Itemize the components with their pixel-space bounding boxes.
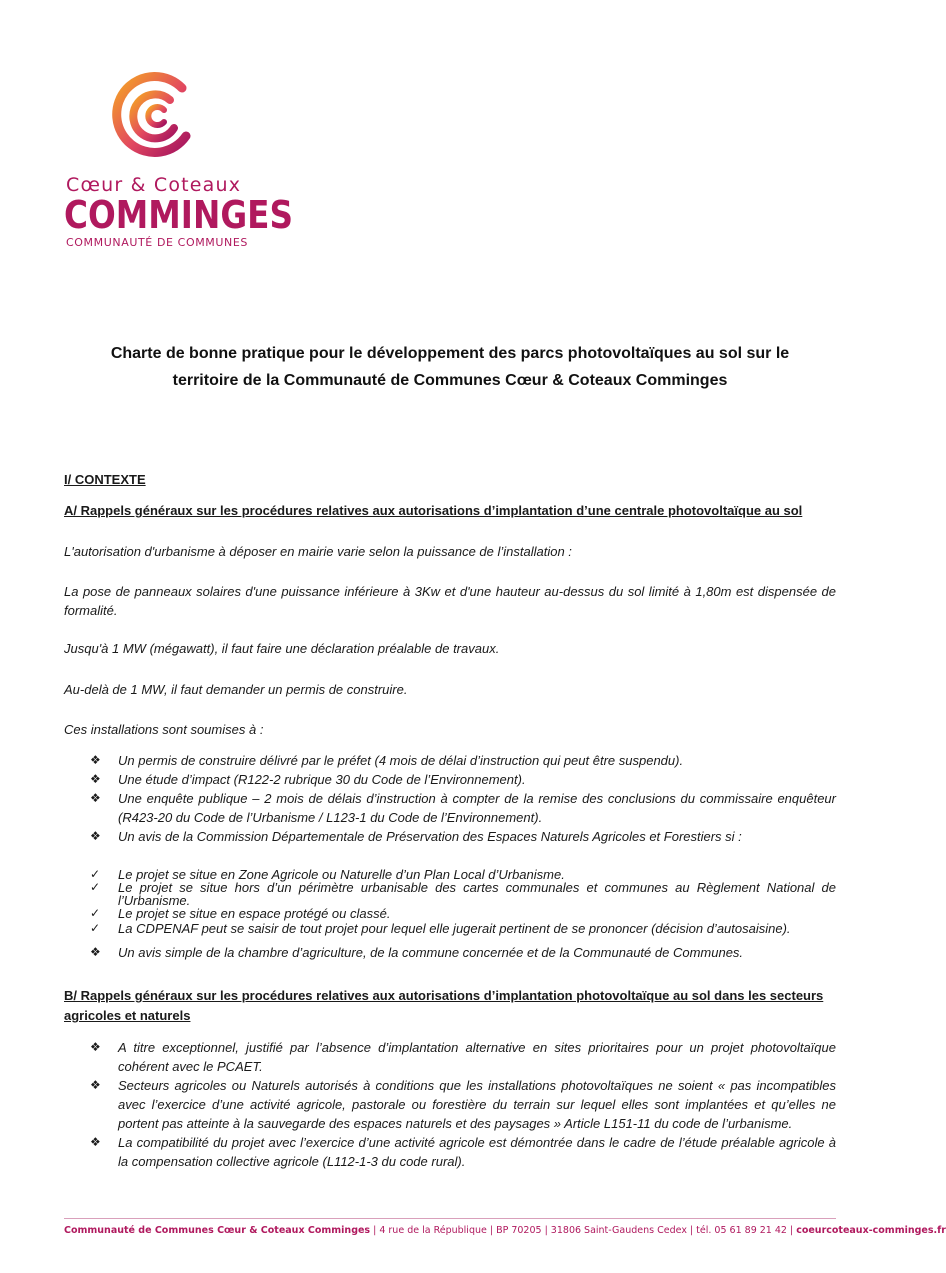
- diamond-bullet-icon: ❖: [90, 945, 101, 959]
- requirements-list: [90, 751, 836, 846]
- paragraph-5: Ces installations sont soumises à :: [64, 722, 264, 737]
- list-item: ❖ Un permis de construire délivré par le préfet (4 mois de délai d’instruction qui peut être suspendu).: [90, 753, 684, 768]
- paragraph-3: Jusqu'à 1 MW (mégawatt), il faut faire une déclaration préalable de travaux.: [64, 641, 500, 656]
- diamond-bullet-icon: ❖: [90, 753, 101, 767]
- document-title-line1: Charte de bonne pratique pour le développement des parcs photovoltaïques au sol sur le: [110, 345, 790, 362]
- logo-text-line1: Cœur & Coteaux: [66, 174, 242, 196]
- logo-text-line3: COMMUNAUTÉ DE COMMUNES: [66, 236, 248, 249]
- footer-organization: Communauté de Communes Cœur & Coteaux Comminges: [64, 1225, 371, 1236]
- list-item: ❖ Un avis simple de la chambre d’agriculture, de la commune concernée et de la Communauté de Communes.: [90, 945, 744, 960]
- checkmark-bullet-icon: ✓: [90, 921, 101, 935]
- checkmark-bullet-icon: ✓: [90, 867, 101, 881]
- list-item: ✓ La CDPENAF peut se saisir de tout projet pour lequel elle jugerait pertinent de se prononcer (décision d’autosaisine).: [90, 921, 791, 936]
- footer-website-link[interactable]: coeurcoteaux-comminges.fr: [796, 1225, 946, 1236]
- paragraph-4: Au-delà de 1 MW, il faut demander un permis de construire.: [64, 682, 408, 697]
- paragraph-1: L'autorisation d'urbanisme à déposer en mairie varie selon la puissance de l’installation :: [64, 544, 572, 559]
- list-item: ✓ Le projet se situe hors d’un périmètre urbanisable des cartes communales et communes au Règlement National de l’Urbanisme.: [90, 880, 836, 908]
- subsection-heading-a: A/ Rappels généraux sur les procédures relatives aux autorisations d’implantation d’une centrale photovoltaïque au sol: [64, 503, 803, 518]
- diamond-bullet-icon: ❖: [90, 829, 101, 843]
- checkmark-bullet-icon: ✓: [90, 906, 101, 920]
- list-item: ❖ Une enquête publique – 2 mois de délais d’instruction à compter de la remise des conclusions du commissaire enquêteur (R423-20 du Code de l’Urbanisme / L123-1 du Code de l’Environnement).: [90, 791, 836, 825]
- list-item: ❖ Un avis de la Commission Départementale de Préservation des Espaces Naturels Agricoles et Forestiers si :: [90, 829, 742, 844]
- subsection-heading-b: B/ Rappels généraux sur les procédures relatives aux autorisations d’implantation photovoltaïque au sol dans les secteurs agricoles et naturels: [64, 988, 824, 1023]
- list-item: ❖ Une étude d’impact (R122-2 rubrique 30 du Code de l’Environnement).: [90, 772, 526, 787]
- document-title: [60, 340, 840, 394]
- additional-requirements-list: [90, 943, 836, 962]
- list-item: ❖ La compatibilité du projet avec l’exercice d’une activité agricole est démontrée dans le cadre de l’étude préalable agricole à la compensation collective agricole (L112-1-3 du code rural).: [90, 1135, 836, 1169]
- diamond-bullet-icon: ❖: [90, 772, 101, 786]
- document-title-line2: territoire de la Communauté de Communes Cœur & Coteaux Comminges: [172, 372, 728, 389]
- agricultural-sectors-list: [90, 1038, 836, 1171]
- organization-logo: [64, 66, 294, 251]
- page-footer: [64, 1225, 946, 1236]
- list-item: ✓ Le projet se situe en espace protégé ou classé.: [90, 906, 391, 921]
- list-item: ❖ Secteurs agricoles ou Naturels autorisés à conditions que les installations photovoltaïques ne soient « pas incompatibles avec l’exercice d’une activité agricole, pastorale ou forestière du terrain sur lequel elles sont implantées et qu’elles ne portent pas atteinte à la sauvegarde des espaces naturels et des paysages » Article L151-11 du code de l’urbanisme.: [90, 1078, 836, 1131]
- section-heading-context: I/ CONTEXTE: [64, 472, 146, 487]
- diamond-bullet-icon: ❖: [90, 791, 101, 805]
- cdpenaf-conditions-list: [90, 868, 836, 935]
- diamond-bullet-icon: ❖: [90, 1078, 101, 1092]
- diamond-bullet-icon: ❖: [90, 1040, 101, 1054]
- footer-divider: [64, 1218, 836, 1219]
- logo-swirl-icon: [104, 66, 204, 166]
- checkmark-bullet-icon: ✓: [90, 880, 101, 894]
- list-item: ❖ A titre exceptionnel, justifié par l’absence d’implantation alternative en sites prioritaires pour un projet photovoltaïque cohérent avec le PCAET.: [90, 1040, 836, 1074]
- paragraph-2: La pose de panneaux solaires d'une puissance inférieure à 3Kw et d'une hauteur au-dessus du sol limité à 1,80m est dispensée de formalité.: [64, 584, 836, 618]
- footer-address: | 4 rue de la République | BP 70205 | 31806 Saint-Gaudens Cedex | tél. 05 61 89 21 42 |: [370, 1225, 797, 1236]
- list-item: ✓ Le projet se situe en Zone Agricole ou Naturelle d’un Plan Local d’Urbanisme.: [90, 867, 565, 882]
- logo-text-line2: COMMINGES: [64, 193, 294, 237]
- diamond-bullet-icon: ❖: [90, 1135, 101, 1149]
